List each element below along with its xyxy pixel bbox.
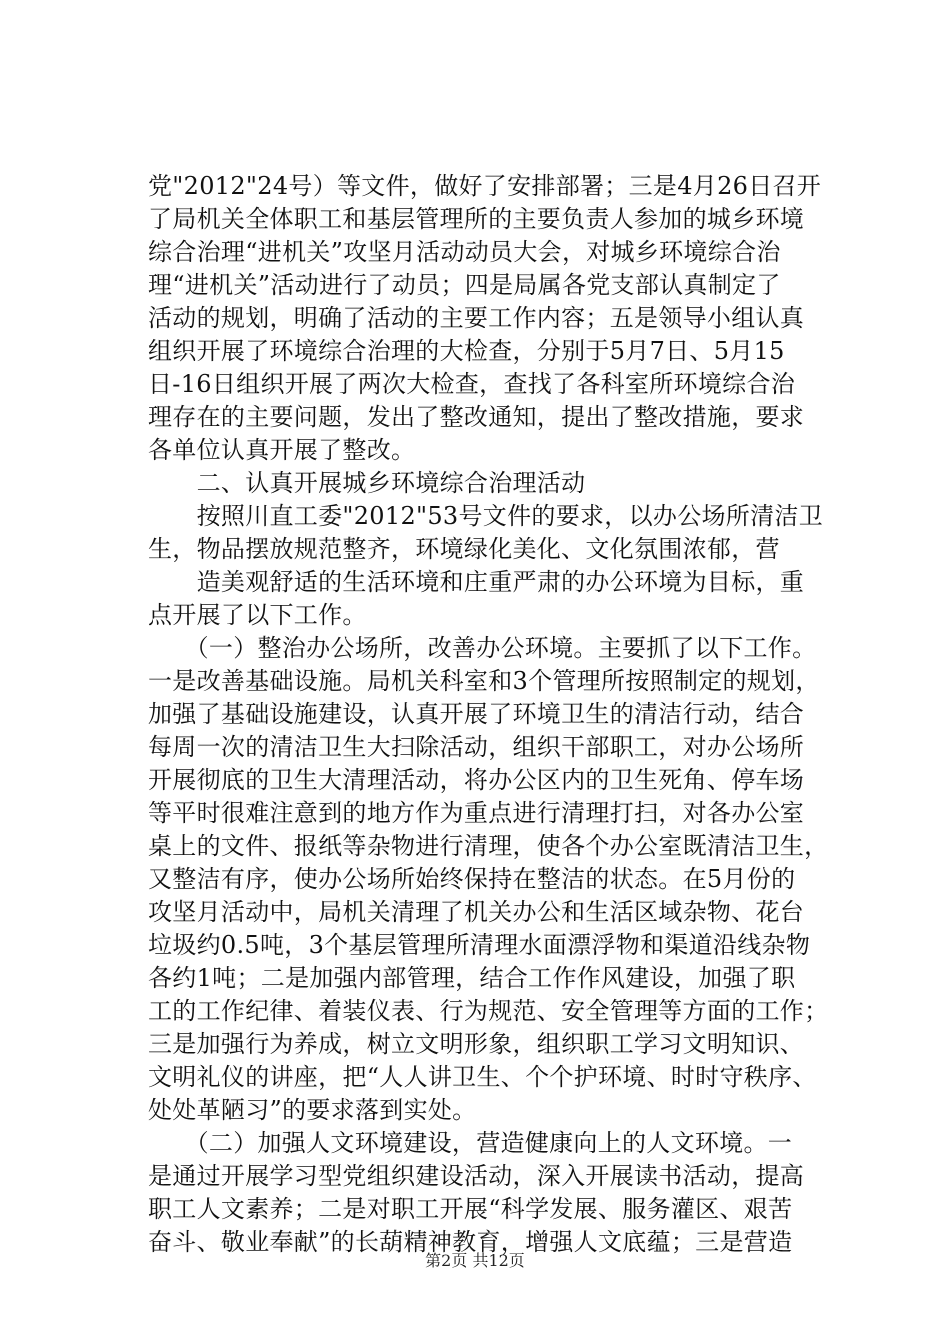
text-line: 是通过开展学习型党组织建设活动，深入开展读书活动，提高 — [148, 1162, 805, 1190]
text-line: 三是加强行为养成，树立文明形象，组织职工学习文明知识、 — [148, 1030, 805, 1058]
text-line: 组织开展了环境综合治理的大检查，分别于5月7日、5月15 — [148, 337, 785, 365]
text-line: 理存在的主要问题，发出了整改通知，提出了整改措施，要求 — [148, 403, 805, 431]
text-line: 理“进机关”活动进行了动员；四是局属各党支部认真制定了 — [148, 271, 781, 299]
text-line: 二、认真开展城乡环境综合治理活动 — [148, 469, 586, 497]
text-line: 桌上的文件、报纸等杂物进行清理，使各个办公室既清洁卫生， — [148, 832, 829, 860]
text-line: 点开展了以下工作。 — [148, 601, 367, 629]
text-line: 开展彻底的卫生大清理活动，将办公区内的卫生死角、停车场 — [148, 766, 805, 794]
text-line: 处处革陋习”的要求落到实处。 — [148, 1096, 477, 1124]
text-line: 各单位认真开展了整改。 — [148, 436, 416, 464]
text-line: 攻坚月活动中，局机关清理了机关办公和生活区域杂物、花台 — [148, 898, 805, 926]
text-line: 按照川直工委"2012"53号文件的要求，以办公场所清洁卫 — [148, 502, 823, 530]
text-line: 职工人文素养；二是对职工开展“科学发展、服务灌区、艰苦 — [148, 1195, 793, 1223]
text-line: 垃圾约0.5吨，3个基层管理所清理水面漂浮物和渠道沿线杂物 — [148, 931, 811, 959]
text-line: 各约1吨；二是加强内部管理，结合工作作风建设，加强了职 — [148, 964, 796, 992]
text-line: 工的工作纪律、着装仪表、行为规范、安全管理等方面的工作； — [148, 997, 829, 1025]
document-body — [148, 170, 858, 1259]
text-line: （一）整治办公场所，改善办公环境。主要抓了以下工作。 — [148, 634, 817, 662]
text-line: 文明礼仪的讲座，把“人人讲卫生、个个护环境、时时守秩序、 — [148, 1063, 817, 1091]
text-line: 等平时很难注意到的地方作为重点进行清理打扫，对各办公室 — [148, 799, 805, 827]
page-footer — [0, 1248, 950, 1271]
text-line: 生，物品摆放规范整齐，环境绿化美化、文化氛围浓郁，营 — [148, 535, 780, 563]
text-line: （二）加强人文环境建设，营造健康向上的人文环境。一 — [148, 1129, 793, 1157]
text-line: 活动的规划，明确了活动的主要工作内容；五是领导小组认真 — [148, 304, 805, 332]
text-line: 造美观舒适的生活环境和庄重严肃的办公环境为目标，重 — [148, 568, 805, 596]
text-line: 每周一次的清洁卫生大扫除活动，组织干部职工，对办公场所 — [148, 733, 805, 761]
text-line: 党"2012"24号）等文件，做好了安排部署；三是4月26日召开 — [148, 172, 822, 200]
text-line: 又整洁有序，使办公场所始终保持在整洁的状态。在5月份的 — [148, 865, 796, 893]
text-line: 日-16日组织开展了两次大检查，查找了各科室所环境综合治 — [148, 370, 796, 398]
text-line: 加强了基础设施建设，认真开展了环境卫生的清洁行动，结合 — [148, 700, 805, 728]
text-line: 综合治理“进机关”攻坚月活动动员大会，对城乡环境综合治 — [148, 238, 781, 266]
text-line: 了局机关全体职工和基层管理所的主要负责人参加的城乡环境 — [148, 205, 805, 233]
page-number-label: 第2页 共12页 — [425, 1251, 525, 1270]
text-line: 奋斗、敬业奉献”的长葫精神教育，增强人文底蕴；三是营造 — [148, 1228, 793, 1256]
text-line: 一是改善基础设施。局机关科室和3个管理所按照制定的规划， — [148, 667, 820, 695]
